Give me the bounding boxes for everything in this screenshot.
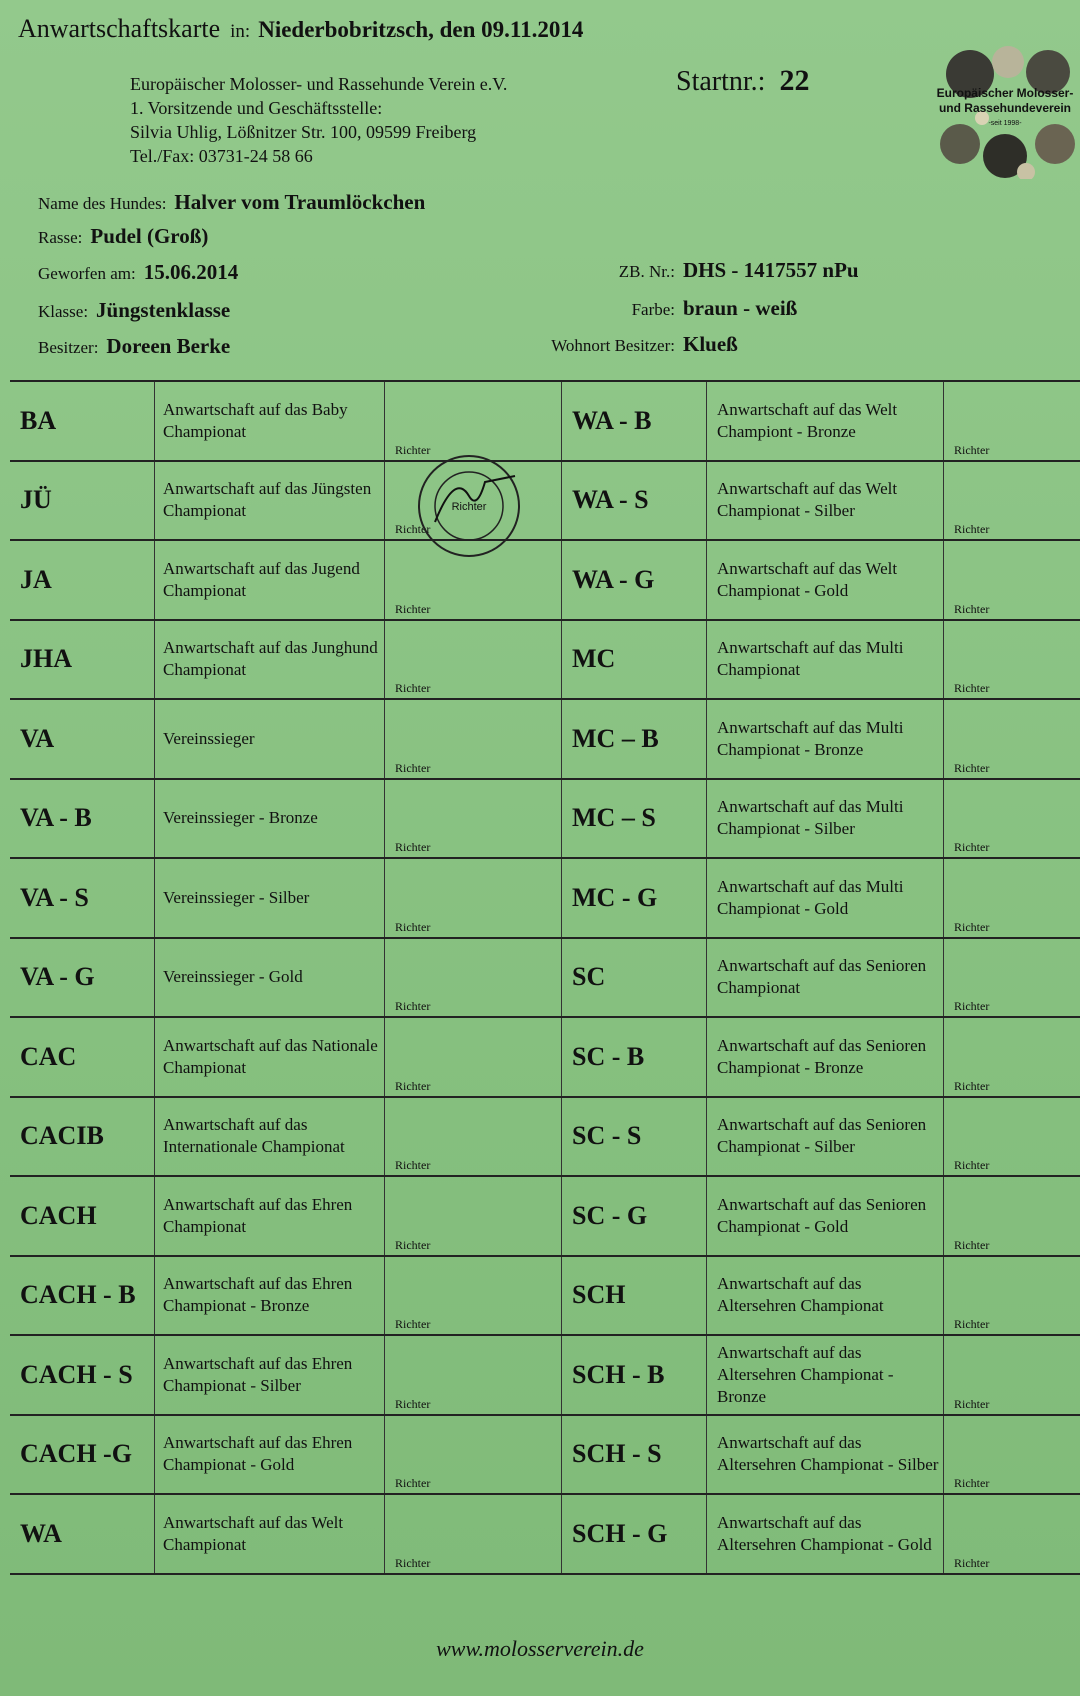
zb-field [530, 258, 859, 283]
judge-label: Richter [954, 601, 990, 616]
born-value: 15.06.2014 [143, 260, 239, 284]
left-code: CACH -G [10, 1416, 155, 1494]
right-judge-signature[interactable] [944, 1018, 1080, 1096]
judge-label: Richter [954, 840, 990, 854]
right-description: Anwartschaft auf das Multi Championat - Silber [707, 780, 944, 858]
judge-label: Richter [954, 760, 990, 775]
table-row [10, 1018, 1080, 1098]
table-row [10, 621, 1080, 701]
table-row [10, 1336, 1080, 1416]
table-row [10, 780, 1080, 860]
table-row [10, 1098, 1080, 1178]
footer-url: www.molosserverein.de [436, 1636, 644, 1661]
startnr-value: 22 [779, 64, 810, 97]
table-row [10, 1257, 1080, 1337]
judge-label: Richter [395, 1396, 431, 1411]
breed-value: Pudel (Groß) [90, 224, 209, 248]
born-label: Geworfen am: [38, 264, 136, 283]
right-description: Anwartschaft auf das Multi Championat - Bronze [707, 700, 944, 778]
left-description: Anwartschaft auf das Jugend Championat [155, 541, 385, 619]
right-description: Anwartschaft auf das Altersehren Championat - Gold [707, 1495, 944, 1573]
class-value: Jüngstenklasse [96, 298, 231, 322]
left-code: JA [10, 541, 155, 619]
left-code: CACH [10, 1177, 155, 1255]
left-code: CACIB [10, 1098, 155, 1176]
logo-line1: Europäischer Molosser- [936, 86, 1074, 100]
left-judge-signature[interactable] [385, 1336, 562, 1414]
judge-label: Richter [954, 1555, 990, 1570]
color-value: braun - weiß [683, 296, 798, 320]
left-judge-signature[interactable] [385, 859, 562, 937]
place-date: Niederbobritzsch, den 09.11.2014 [258, 17, 584, 42]
title-line [18, 14, 583, 44]
table-row [10, 939, 1080, 1019]
left-judge-signature[interactable] [385, 1177, 562, 1255]
right-judge-signature[interactable] [944, 700, 1080, 778]
left-description: Anwartschaft auf das Nationale Championat [155, 1018, 385, 1096]
right-code: WA - B [562, 382, 707, 460]
start-number [676, 64, 809, 98]
in-label: in: [230, 21, 251, 42]
left-description: Anwartschaft auf das Internationale Championat [155, 1098, 385, 1176]
judge-label: Richter [395, 442, 431, 457]
judge-label: Richter [395, 1237, 431, 1252]
judge-label: Richter [954, 999, 990, 1013]
left-code: CACH - S [10, 1336, 155, 1414]
left-description: Anwartschaft auf das Junghund Championat [155, 621, 385, 699]
club-phone: Tel./Fax: 03731-24 58 66 [130, 146, 313, 166]
color-field [530, 296, 797, 321]
right-judge-signature[interactable] [944, 1416, 1080, 1494]
left-judge-signature[interactable] [385, 780, 562, 858]
right-judge-signature[interactable] [944, 780, 1080, 858]
right-judge-signature[interactable] [944, 1336, 1080, 1414]
judge-label: Richter [395, 1078, 431, 1093]
right-code: SC - B [562, 1018, 707, 1096]
judge-label: Richter [954, 919, 990, 934]
club-logo [930, 44, 1080, 179]
right-description: Anwartschaft auf das Senioren Championat - Bronze [707, 1018, 944, 1096]
right-description: Anwartschaft auf das Welt Championat - Silber [707, 462, 944, 540]
breed-label: Rasse: [38, 228, 83, 247]
right-description: Anwartschaft auf das Altersehren Championat - Bronze [707, 1336, 944, 1414]
right-code: SC [562, 939, 707, 1017]
left-code: VA - B [10, 780, 155, 858]
right-judge-signature[interactable] [944, 859, 1080, 937]
right-description: Anwartschaft auf das Altersehren Championat [707, 1257, 944, 1335]
left-judge-signature[interactable] [385, 939, 562, 1017]
card-title: Anwartschaftskarte [18, 14, 221, 43]
club-address [130, 72, 507, 168]
right-judge-signature[interactable] [944, 1098, 1080, 1176]
left-description: Anwartschaft auf das Baby Championat [155, 382, 385, 460]
right-description: Anwartschaft auf das Welt Championt - Bronze [707, 382, 944, 460]
right-code: SCH - G [562, 1495, 707, 1573]
owner-label: Besitzer: [38, 338, 99, 357]
right-judge-signature[interactable] [944, 1177, 1080, 1255]
judge-label: Richter [954, 1396, 990, 1411]
left-description: Anwartschaft auf das Ehren Championat - Gold [155, 1416, 385, 1494]
table-row [10, 1495, 1080, 1575]
judge-label: Richter [395, 919, 431, 934]
dog-name-label: Name des Hundes: [38, 194, 167, 213]
owner-value: Doreen Berke [106, 334, 231, 358]
judge-label: Richter [395, 999, 431, 1013]
judge-label: Richter [395, 601, 431, 616]
left-description: Vereinssieger - Bronze [155, 780, 385, 858]
left-judge-signature[interactable] [385, 382, 562, 460]
judge-label: Richter [395, 1317, 431, 1331]
left-description: Anwartschaft auf das Jüngsten Championat [155, 462, 385, 540]
left-code: VA [10, 700, 155, 778]
right-code: WA - S [562, 462, 707, 540]
left-description: Vereinssieger - Gold [155, 939, 385, 1017]
startnr-label: Startnr.: [676, 66, 766, 97]
right-code: SC - G [562, 1177, 707, 1255]
right-code: MC – B [562, 700, 707, 778]
class-field [38, 298, 230, 323]
right-description: Anwartschaft auf das Senioren Championat [707, 939, 944, 1017]
right-description: Anwartschaft auf das Altersehren Championat - Silber [707, 1416, 944, 1494]
right-judge-signature[interactable] [944, 621, 1080, 699]
left-code: VA - S [10, 859, 155, 937]
right-code: SCH [562, 1257, 707, 1335]
judge-label: Richter [954, 442, 990, 457]
logo-line2: und Rassehundeverein [938, 101, 1072, 115]
breed-field [38, 224, 208, 249]
club-chair: 1. Vorsitzende und Geschäftsstelle: [130, 98, 383, 118]
right-code: MC – S [562, 780, 707, 858]
left-judge-signature[interactable] [385, 1416, 562, 1494]
right-code: MC [562, 621, 707, 699]
right-description: Anwartschaft auf das Senioren Championat - Gold [707, 1177, 944, 1255]
color-label: Farbe: [631, 300, 675, 319]
right-code: WA - G [562, 541, 707, 619]
left-description: Anwartschaft auf das Ehren Championat - Bronze [155, 1257, 385, 1335]
right-description: Anwartschaft auf das Multi Championat [707, 621, 944, 699]
dog-name-field [38, 190, 425, 215]
owner-field [38, 334, 230, 359]
left-code: CAC [10, 1018, 155, 1096]
right-description: Anwartschaft auf das Welt Championat - Gold [707, 541, 944, 619]
right-judge-signature[interactable] [944, 1495, 1080, 1573]
judge-label: Richter [395, 1158, 431, 1172]
table-row [10, 541, 1080, 621]
left-code: BA [10, 382, 155, 460]
judge-label: Richter [395, 1476, 431, 1490]
right-code: SCH - S [562, 1416, 707, 1494]
judge-label: Richter [954, 681, 990, 695]
left-description: Anwartschaft auf das Welt Championat [155, 1495, 385, 1573]
right-code: SC - S [562, 1098, 707, 1176]
table-row [10, 1177, 1080, 1257]
table-row [10, 382, 1080, 462]
residence-field [520, 332, 738, 357]
right-judge-signature[interactable] [944, 939, 1080, 1017]
left-judge-signature[interactable] [385, 1018, 562, 1096]
judge-label: Richter [954, 1317, 990, 1331]
left-description: Anwartschaft auf das Ehren Championat [155, 1177, 385, 1255]
table-row [10, 462, 1080, 542]
table-row [10, 1416, 1080, 1496]
residence-label: Wohnort Besitzer: [551, 336, 675, 355]
left-description: Vereinssieger - Silber [155, 859, 385, 937]
right-description: Anwartschaft auf das Senioren Championat - Silber [707, 1098, 944, 1176]
left-code: JÜ [10, 462, 155, 540]
judge-label: Richter [954, 1476, 990, 1490]
judge-label: Richter [395, 1555, 431, 1570]
right-judge-signature[interactable] [944, 1257, 1080, 1335]
class-label: Klasse: [38, 302, 89, 321]
left-code: CACH - B [10, 1257, 155, 1335]
judge-label: Richter [954, 1078, 990, 1093]
zb-value: DHS - 1417557 nPu [683, 258, 859, 282]
right-judge-signature[interactable] [944, 541, 1080, 619]
left-judge-signature[interactable] [385, 700, 562, 778]
logo-since: -seit 1998- [988, 120, 1022, 127]
judge-label: Richter [395, 760, 431, 775]
table-row [10, 700, 1080, 780]
logo-caption [930, 86, 1080, 131]
born-field [38, 260, 238, 285]
zb-label: ZB. Nr.: [618, 262, 675, 281]
right-code: SCH - B [562, 1336, 707, 1414]
judge-stamp-icon [415, 452, 523, 560]
judge-label: Richter [395, 681, 431, 695]
club-street: Silvia Uhlig, Lößnitzer Str. 100, 09599 Freiberg [130, 122, 477, 142]
left-code: WA [10, 1495, 155, 1573]
left-judge-signature[interactable] [385, 1495, 562, 1573]
left-description: Vereinssieger [155, 700, 385, 778]
dog-name-value: Halver vom Traumlöckchen [174, 190, 426, 214]
left-judge-signature[interactable] [385, 1098, 562, 1176]
right-description: Anwartschaft auf das Multi Championat - Gold [707, 859, 944, 937]
judge-label: Richter [954, 1237, 990, 1252]
table-row [10, 859, 1080, 939]
title-grid [10, 380, 1080, 1575]
judge-label: Richter [395, 840, 431, 854]
left-description: Anwartschaft auf das Ehren Championat - Silber [155, 1336, 385, 1414]
left-judge-signature[interactable] [385, 1257, 562, 1335]
residence-value: Klueß [683, 332, 738, 356]
left-judge-signature[interactable] [385, 621, 562, 699]
judge-label: Richter [395, 522, 431, 536]
right-judge-signature[interactable] [944, 382, 1080, 460]
right-judge-signature[interactable] [944, 462, 1080, 540]
judge-label: Richter [954, 522, 990, 536]
judge-label: Richter [954, 1158, 990, 1172]
left-code: JHA [10, 621, 155, 699]
right-code: MC - G [562, 859, 707, 937]
left-code: VA - G [10, 939, 155, 1017]
stamp-text: Richter [451, 501, 487, 513]
club-name: Europäischer Molosser- und Rassehunde Verein e.V. [130, 74, 508, 94]
